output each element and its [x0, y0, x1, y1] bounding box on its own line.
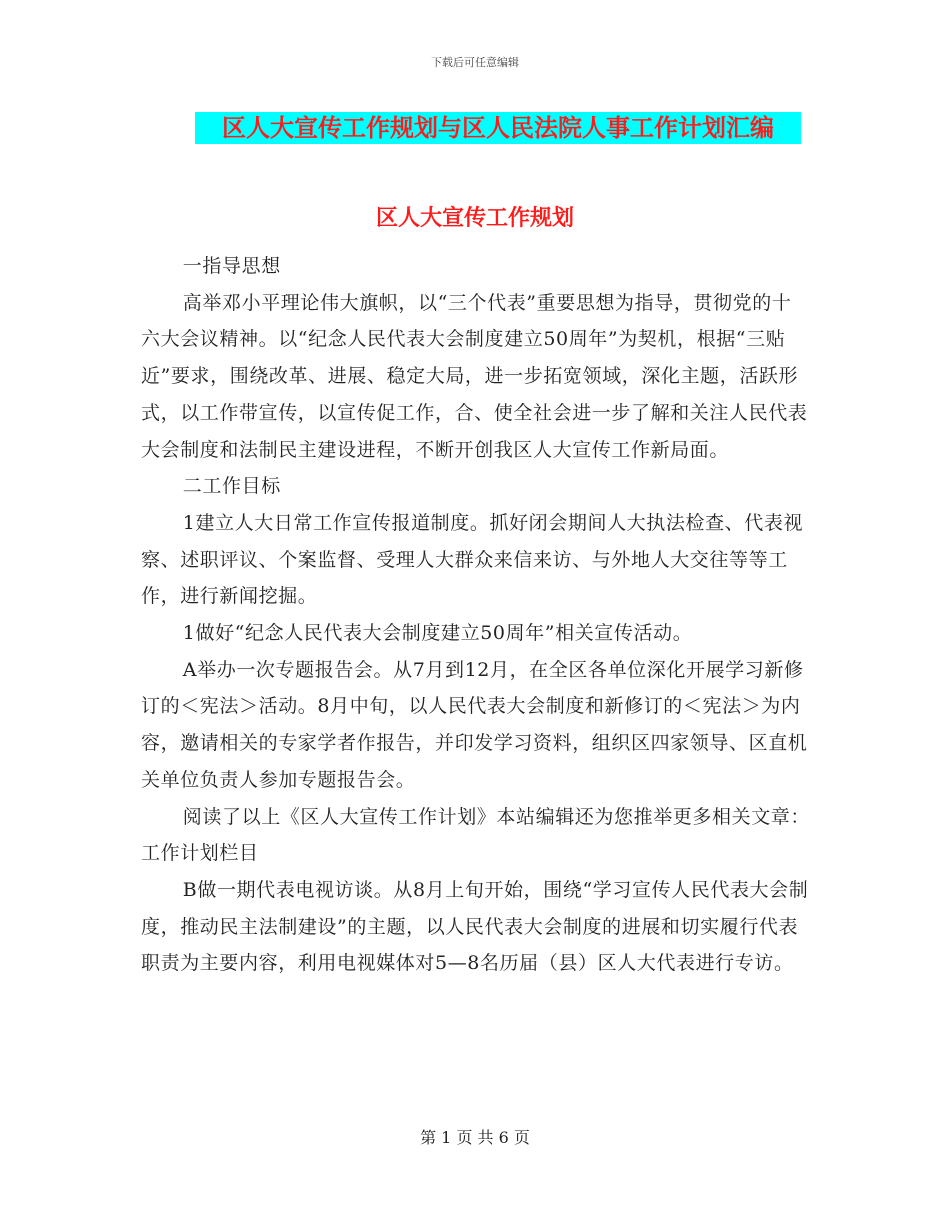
section-title: 区人大宣传工作规划	[375, 206, 574, 231]
page-footer: 第 1 页 共 6 页	[420, 1128, 530, 1147]
paragraph-goal-1: 1建立人大日常工作宣传报道制度。抓好闭会期间人大执法检查、代表视察、述职评议、个案监督、受理人大群众来信来访、与外地人大交往等等工作，进行新闻挖掘。	[141, 511, 804, 608]
heading-guiding-ideology: 一指导思想	[182, 255, 281, 277]
paragraph-recommendation: 阅读了以上《区人大宣传工作计划》本站编辑还为您推举更多相关文章：工作计划栏目	[141, 805, 810, 865]
main-title: 区人大宣传工作规划与区人民法院人事工作计划汇编	[195, 112, 801, 144]
heading-work-goals: 二工作目标	[182, 475, 281, 498]
paragraph-goal-anniversary: 1做好“纪念人民代表大会制度建立50周年”相关宣传活动。	[182, 622, 693, 645]
paragraph-guiding-ideology: 高举邓小平理论伟大旗帜，以“三个代表”重要思想为指导，贯彻党的十六大会议精神。以“纪念人民代表大会制度建立50周年”为契机，根据“三贴近”要求，围绕改革、进展、稳定大局，进一步拓宽领域，深化主题，活跃形式，以工作带宣传，以宣传促工作，合、使全社会进一步了解和关注人民代表大会制度和法制民主建设进程，不断开创我区人大宣传工作新局面。	[141, 291, 808, 461]
paragraph-item-a: A举办一次专题报告会。从7月到12月，在全区各单位深化开展学习新修订的＜宪法＞活动。8月中旬，以人民代表大会制度和新修订的＜宪法＞为内容，邀请相关的专家学者作报告，并印发学习资料，组织区四家领导、区直机关单位负责人参加专题报告会。	[141, 658, 808, 791]
document-body	[141, 248, 811, 982]
paragraph-item-b: B做一期代表电视访谈。从8月上旬开始，围绕“学习宣传人民代表大会制度，推动民主法制建设”的主题，以人民代表大会制度的进展和切实履行代表职责为主要内容，利用电视媒体对5—8名历届（县）区人大代表进行专访。	[141, 878, 809, 975]
header-note: 下载后可任意编辑	[431, 56, 519, 69]
